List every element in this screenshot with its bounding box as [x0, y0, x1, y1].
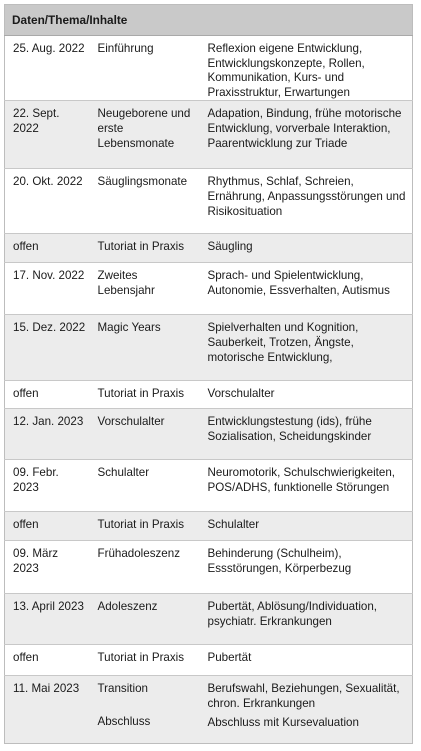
spacer [98, 697, 197, 715]
row-date: offen [5, 234, 92, 263]
table-row [5, 512, 413, 541]
table-row [5, 676, 413, 744]
row-date: offen [5, 512, 92, 541]
row-content: Entwicklungstestung (ids), frühe Sozialisation, Scheidungskinder [202, 409, 413, 460]
row-content-secondary: Abschluss mit Kursevaluation [207, 715, 359, 729]
table-header: Daten/Thema/Inhalte [5, 5, 413, 36]
row-theme: Tutoriat in Praxis [92, 512, 202, 541]
row-content: Pubertät [202, 645, 413, 676]
row-date: offen [5, 645, 92, 676]
row-content: Sprach- und Spielentwicklung, Autonomie, Essverhalten, Autismus [202, 263, 413, 315]
row-theme: Neugeborene und erste Lebensmonate [92, 101, 202, 169]
row-content: Rhythmus, Schlaf, Schreien, Ernährung, Anpassungsstörungen und Risikosituation [202, 169, 413, 234]
table-header-row [5, 5, 413, 36]
row-date: 09. März 2023 [5, 541, 92, 594]
table-row [5, 234, 413, 263]
row-content: Spielverhalten und Kognition, Sauberkeit, Trotzen, Ängste, motorische Entwicklung, [202, 315, 413, 381]
schedule-table [4, 4, 413, 744]
row-content: Reflexion eigene Entwicklung, Entwicklungskonzepte, Rollen, Kommunikation, Kurs- und Praxisstruktur, Erwartungen [202, 36, 413, 101]
table-row [5, 541, 413, 594]
row-theme: Tutoriat in Praxis [92, 645, 202, 676]
row-content: Berufswahl, Beziehungen, Sexualität, chron. Erkrankungen [207, 682, 400, 710]
row-date: 25. Aug. 2022 [5, 36, 92, 101]
row-theme: Einführung [92, 36, 202, 101]
table-row [5, 169, 413, 234]
table-row [5, 315, 413, 381]
table-row [5, 36, 413, 101]
row-content: Säugling [202, 234, 413, 263]
row-theme: Frühadoleszenz [92, 541, 202, 594]
row-content: Behinderung (Schulheim), Essstörungen, Körperbezug [202, 541, 413, 594]
row-theme: Transition [97, 682, 148, 696]
table-row [5, 381, 413, 409]
row-content: Vorschulalter [202, 381, 413, 409]
table-row [5, 409, 413, 460]
row-date: 11. Mai 2023 [5, 676, 92, 744]
row-theme: Tutoriat in Praxis [92, 381, 202, 409]
row-date: 15. Dez. 2022 [5, 315, 92, 381]
table-row [5, 645, 413, 676]
row-theme: Zweites Lebensjahr [92, 263, 202, 315]
row-date: offen [5, 381, 92, 409]
row-date: 20. Okt. 2022 [5, 169, 92, 234]
table-row [5, 594, 413, 645]
row-date: 13. April 2023 [5, 594, 92, 645]
row-content-cell [202, 676, 413, 744]
row-date: 22. Sept. 2022 [5, 101, 92, 169]
row-theme-cell [92, 676, 202, 744]
row-theme: Magic Years [92, 315, 202, 381]
row-content: Pubertät, Ablösung/Individuation, psychiatr. Erkrankungen [202, 594, 413, 645]
row-theme: Vorschulalter [92, 409, 202, 460]
row-theme: Tutoriat in Praxis [92, 234, 202, 263]
row-date: 12. Jan. 2023 [5, 409, 92, 460]
row-content: Adapation, Bindung, frühe motorische Entwicklung, vorverbale Interaktion, Paarentwicklung zur Triade [202, 101, 413, 169]
row-theme-secondary: Abschluss [97, 714, 151, 728]
row-date: 17. Nov. 2022 [5, 263, 92, 315]
table-row [5, 460, 413, 512]
row-content: Neuromotorik, Schulschwierigkeiten, POS/ADHS, funktionelle Störungen [202, 460, 413, 512]
row-theme: Säuglingsmonate [92, 169, 202, 234]
row-theme: Schulalter [92, 460, 202, 512]
table-row [5, 101, 413, 169]
row-theme: Adoleszenz [92, 594, 202, 645]
table-row [5, 263, 413, 315]
row-date: 09. Febr. 2023 [5, 460, 92, 512]
row-content: Schulalter [202, 512, 413, 541]
